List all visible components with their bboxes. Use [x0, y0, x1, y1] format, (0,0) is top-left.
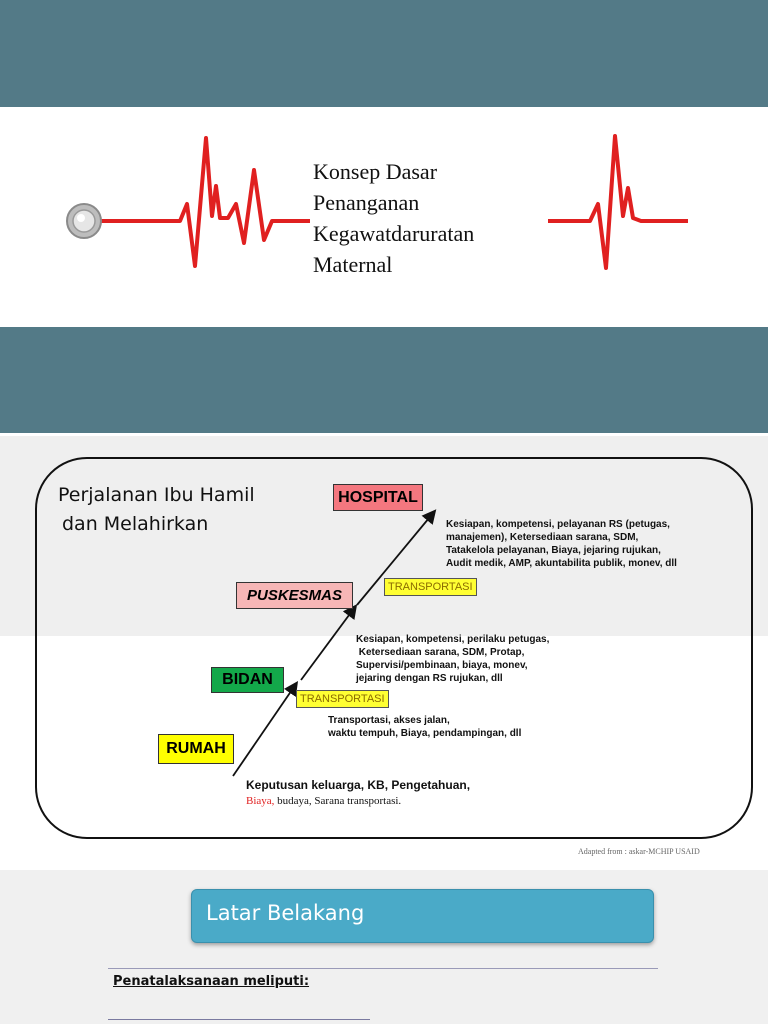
hospital-note-line-3: Tatakelola pelayanan, Biaya, jejaring rujukan,: [446, 545, 661, 556]
title-line-3: Kegawatdaruratan: [313, 221, 475, 246]
hospital-note-line-2: manajemen), Ketersediaan sarana, SDM,: [446, 532, 639, 543]
rumah-label: RUMAH: [158, 734, 234, 764]
transportasi-lower-label: TRANSPORTASI: [296, 690, 389, 708]
puskesmas-note-line-2: Ketersediaan sarana, SDM, Protap,: [356, 647, 525, 658]
bidan-note-line-1: Transportasi, akses jalan,: [328, 715, 450, 726]
arrow-bidan-to-puskesmas: [301, 607, 355, 680]
title-line-2: Penanganan: [313, 190, 420, 215]
hospital-label: HOSPITAL: [333, 484, 423, 511]
transportasi-upper-label: TRANSPORTASI: [384, 578, 477, 596]
rumah-note-biaya: Biaya,: [246, 795, 275, 807]
puskesmas-label: PUSKESMAS: [236, 582, 353, 609]
title-line-1: Konsep Dasar: [313, 159, 438, 184]
diagram-heading-line-2: dan Melahirkan: [62, 513, 209, 535]
puskesmas-note-line-4: jejaring dengan RS rujukan, dll: [356, 673, 503, 684]
rumah-note-line-1: Keputusan keluarga, KB, Pengetahuan,: [246, 778, 471, 792]
hospital-note-line-1: Kesiapan, kompetensi, pelayanan RS (petugas,: [446, 519, 670, 530]
source-credit: Adapted from : askar-MCHIP USAID: [578, 847, 700, 856]
latar-belakang-title-box: [191, 889, 654, 943]
rumah-note-rest: budaya, Sarana transportasi.: [274, 795, 402, 807]
diagram-heading-line-1: Perjalanan Ibu Hamil: [58, 484, 255, 506]
bidan-label: BIDAN: [211, 667, 284, 693]
divider-bottom: [108, 1019, 370, 1020]
rumah-note-line-2: [246, 795, 401, 807]
arrow-rumah-to-bidan: [233, 684, 296, 776]
latar-belakang-title: Latar Belakang: [206, 901, 365, 925]
penatalaksanaan-subheading: Penatalaksanaan meliputi:: [113, 974, 310, 989]
puskesmas-note-line-3: Supervisi/pembinaan, biaya, monev,: [356, 660, 528, 671]
title-line-4: Maternal: [313, 252, 393, 277]
puskesmas-note-line-1: Kesiapan, kompetensi, perilaku petugas,: [356, 634, 550, 645]
bidan-note-line-2: waktu tempuh, Biaya, pendampingan, dll: [328, 728, 522, 739]
divider-top: [108, 968, 658, 969]
hospital-note-line-4: Audit medik, AMP, akuntabilita publik, monev, dll: [446, 558, 677, 569]
